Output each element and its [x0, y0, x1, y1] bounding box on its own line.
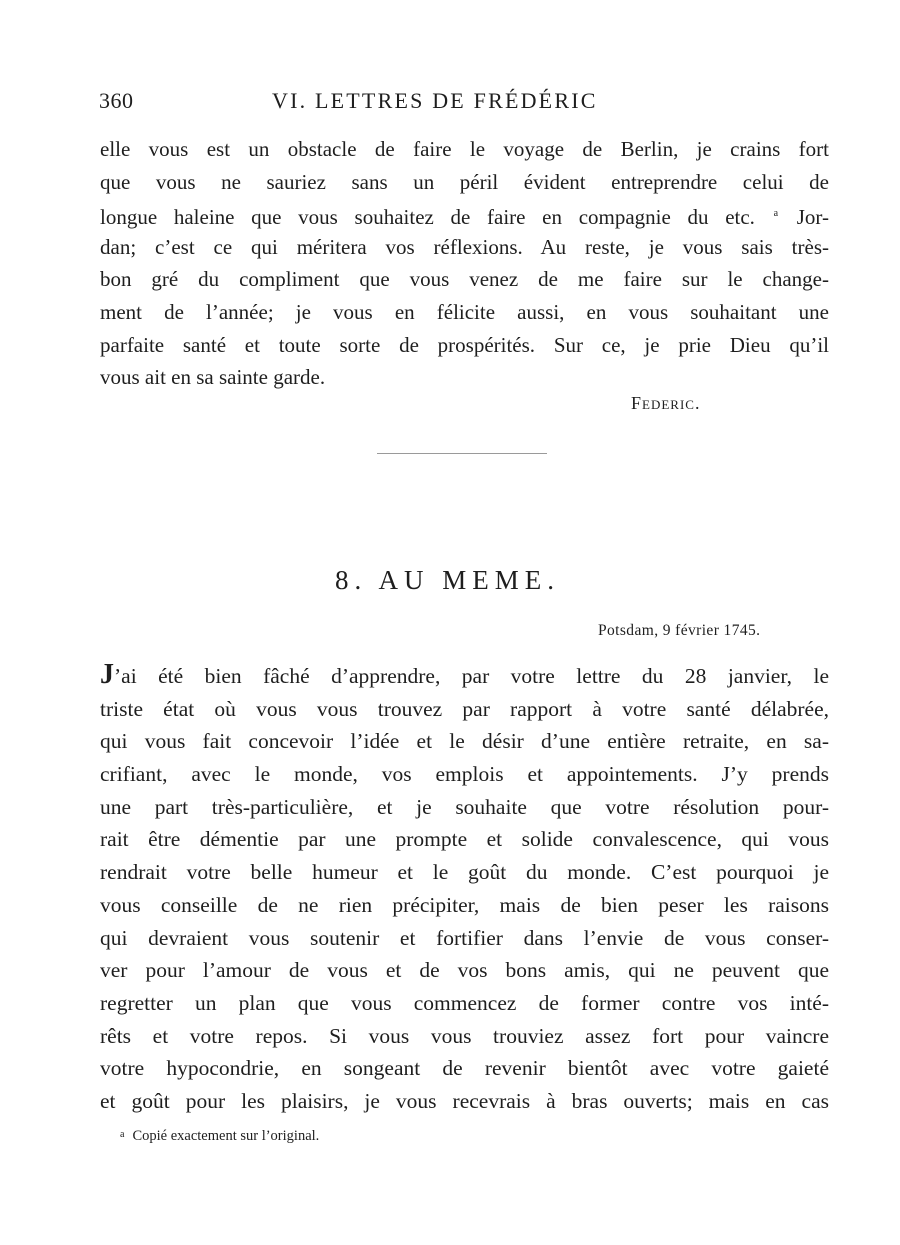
- text-line: J’ai été bien fâché d’apprendre, par votre lettre du 28 janvier, le: [100, 659, 829, 690]
- text-line: crifiant, avec le monde, vos emplois et appointements. J’y prends: [100, 762, 829, 787]
- text-line: que vous ne sauriez sans un péril évident entreprendre celui de: [100, 169, 829, 194]
- footnote-marker: a: [120, 1129, 125, 1140]
- section-separator: [377, 453, 547, 454]
- text-line: triste état où vous vous trouvez par rapport à votre santé délabrée,: [100, 696, 829, 721]
- signature: Federic.: [631, 393, 701, 413]
- footnote-reference[interactable]: a: [773, 208, 779, 220]
- text-line: et goût pour les plaisirs, je vous recevrais à bras ouverts; mais en cas: [100, 1088, 829, 1113]
- text-line: qui devraient vous soutenir et fortifier dans l’envie de vous conser-: [100, 925, 829, 950]
- text-line: bon gré du compliment que vous venez de me faire sur le change-: [100, 267, 829, 292]
- text-line: longue haleine que vous souhaitez de faire en compagnie du etc. $^a$ Jor-: [100, 205, 829, 230]
- text-line: parfaite santé et toute sorte de prospérités. Sur ce, je prie Dieu qu’il: [100, 332, 829, 357]
- footnote-text: Copié exactement sur l’original.: [132, 1128, 320, 1144]
- text-line: ment de l’année; je vous en félicite aussi, en vous souhaitant une: [100, 299, 829, 324]
- text-line: regretter un plan que vous commencez de former contre vos inté-: [100, 990, 829, 1015]
- text-line: vous ait en sa sainte garde.: [100, 365, 326, 390]
- text-line: une part très-particulière, et je souhaite que votre résolution pour-: [100, 794, 829, 819]
- text-line: elle vous est un obstacle de faire le voyage de Berlin, je crains fort: [100, 137, 829, 161]
- text-line: ver pour l’amour de vous et de vos bons amis, qui ne peuvent que: [100, 958, 829, 983]
- footnote: [120, 1128, 319, 1145]
- running-head: VI. LETTRES DE FRÉDÉRIC: [272, 88, 598, 113]
- text-line: qui vous fait concevoir l’idée et le désir d’une entière retraite, en sa-: [100, 729, 829, 754]
- text-line: dan; c’est ce qui méritera vos réflexions. Au reste, je vous sais très-: [100, 234, 829, 259]
- letter-title: 8. AU MEME.: [335, 565, 561, 595]
- initial-letter: J: [100, 659, 114, 690]
- text-line: vous conseille de ne rien précipiter, mais de bien peser les raisons: [100, 892, 829, 917]
- page-number: 360: [99, 88, 134, 113]
- text-line: votre hypocondrie, en songeant de revenir bientôt avec votre gaieté: [100, 1056, 829, 1081]
- letter-body: [100, 660, 829, 1118]
- text-line: rait être démentie par une prompte et solide convalescence, qui vous: [100, 827, 829, 852]
- dateline: Potsdam, 9 février 1745.: [598, 622, 761, 639]
- previous-letter-text: [100, 133, 829, 394]
- text-line: rendrait votre belle humeur et le goût du monde. C’est pourquoi je: [100, 860, 829, 885]
- text-line: rêts et votre repos. Si vous vous trouviez assez fort pour vaincre: [100, 1023, 829, 1048]
